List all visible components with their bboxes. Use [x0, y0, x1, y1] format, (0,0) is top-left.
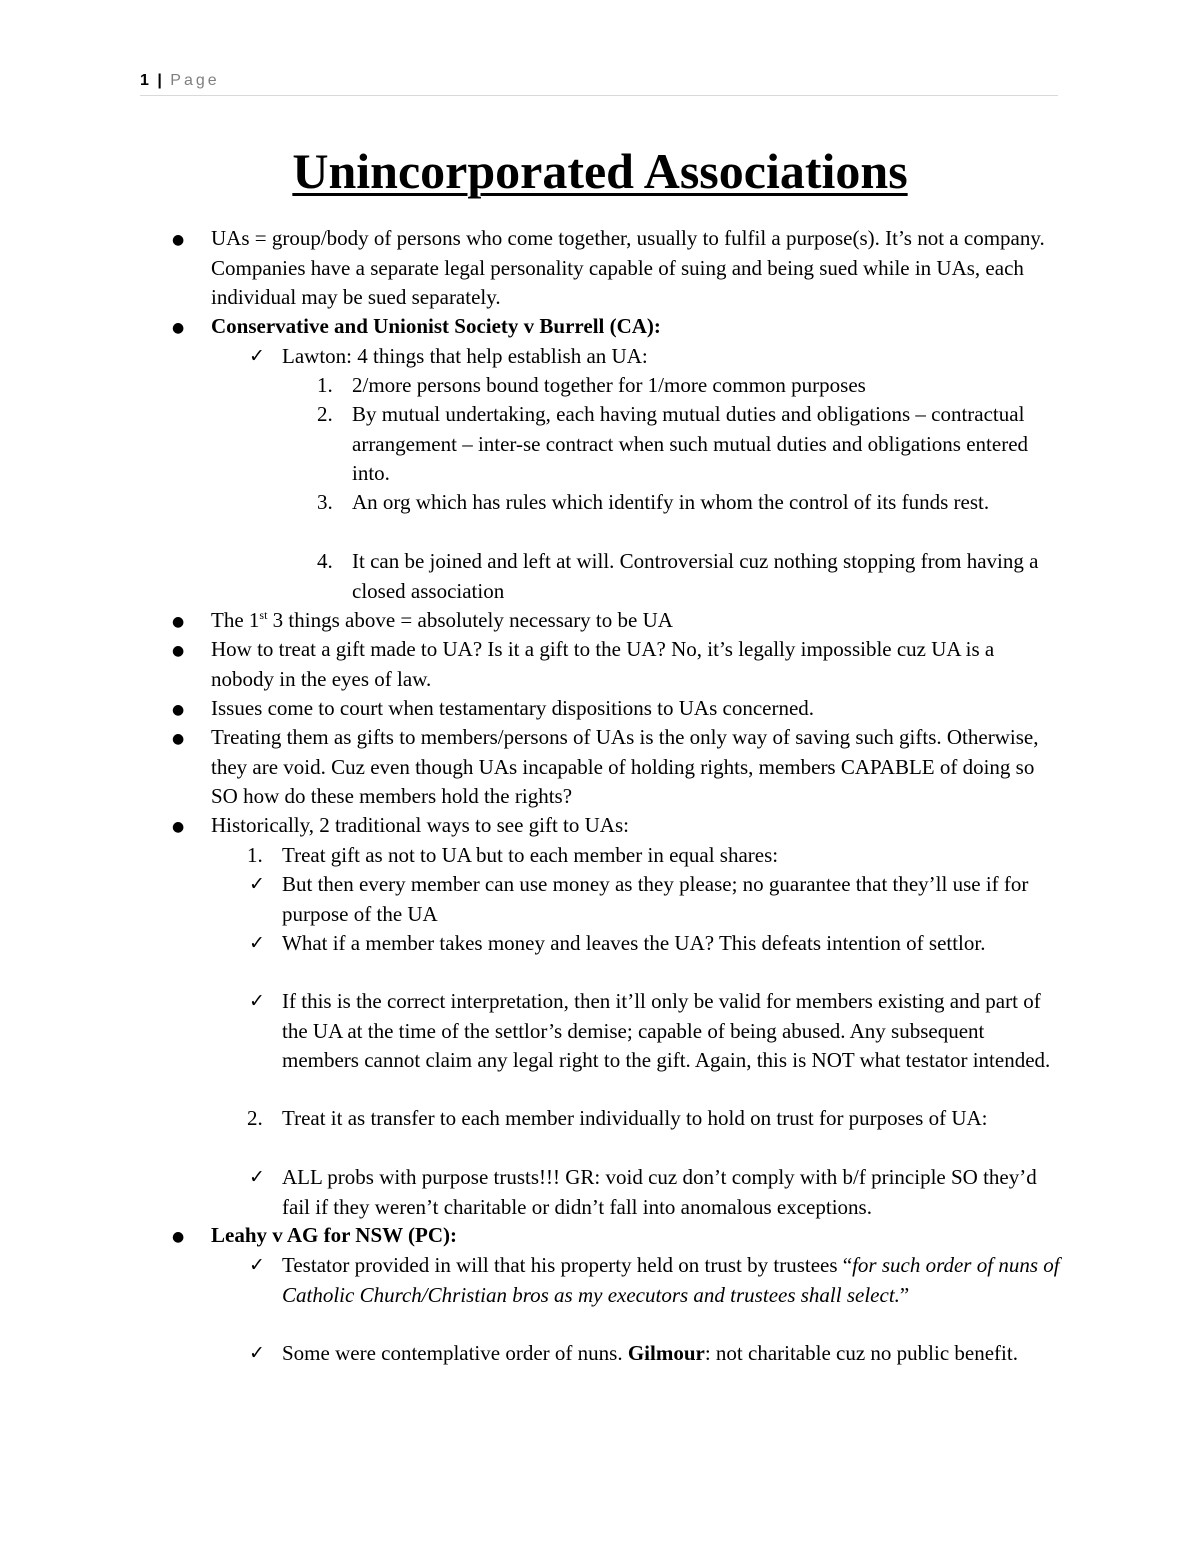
numbered-text: It can be joined and left at will. Controversial cuz nothing stopping from having a closed association: [352, 549, 1039, 603]
bullet-icon: ●: [172, 232, 185, 248]
checkmark-icon: ✓: [249, 1166, 265, 1188]
case-heading-text: Leahy v AG for NSW (PC):: [211, 1223, 457, 1247]
document-title: Unincorporated Associations: [292, 143, 908, 199]
quoted-will-text: for such order of nuns of Catholic Church/Christian bros as my executors and trustees shall select.: [282, 1253, 1060, 1307]
check-text: If this is the correct interpretation, then it’ll only be valid for members existing and part of the UA at the time of the settlor’s demise; capable of being abused. Any subsequent members cannot claim any legal right to the gift. Again, this is NOT what testator intended.: [282, 989, 1051, 1072]
bullet-text: Issues come to court when testamentary dispositions to UAs concerned.: [211, 696, 815, 720]
numbered-text: 2/more persons bound together for 1/more common purposes: [352, 373, 866, 397]
page-number-separator: |: [157, 72, 162, 89]
numbered-text: Treat it as transfer to each member individually to hold on trust for purposes of UA:: [282, 1106, 988, 1130]
case-name: Gilmour: [627, 1341, 705, 1365]
checkmark-icon: ✓: [249, 1342, 265, 1364]
page-header: [140, 72, 1058, 96]
bullet-text: UAs = group/body of persons who come together, usually to fulfil a purpose(s). It’s not a company. Companies have a separate legal personality capable of suing and being sued while in UAs, each individual may be sued separately.: [211, 226, 1045, 309]
bullet-text: How to treat a gift made to UA? Is it a gift to the UA? No, it’s legally impossible cuz UA is a nobody in the eyes of law.: [211, 637, 995, 691]
page-label: Page: [170, 72, 220, 89]
list-number: 1.: [317, 373, 333, 397]
bullet-icon: ●: [172, 819, 185, 835]
list-number: 4.: [317, 549, 333, 573]
bullet-icon: ●: [172, 614, 185, 630]
numbered-text: By mutual undertaking, each having mutual duties and obligations – contractual arrangement – inter-se contract when such mutual duties and obligations entered into.: [352, 402, 1029, 485]
list-number: 2.: [247, 1106, 263, 1130]
bullet-icon: ●: [172, 731, 185, 747]
check-text: ALL probs with purpose trusts!!! GR: void cuz don’t comply with b/f principle SO they’d fail if they weren’t charitable or didn’t fall into anomalous exceptions.: [282, 1165, 1037, 1219]
bullet-icon: ●: [172, 643, 185, 659]
list-number: 1.: [247, 843, 263, 867]
bullet-text: Treating them as gifts to members/persons of UAs is the only way of saving such gifts. Otherwise, they are void. Cuz even though UAs incapable of holding rights, members CAPABLE of doing so SO how do these members hold the rights?: [211, 725, 1039, 808]
check-text: Testator provided in will that his property held on trust by trustees “for such order of nuns of Catholic Church/Christian bros as my executors and trustees shall select.”: [282, 1253, 1060, 1307]
check-text: But then every member can use money as they please; no guarantee that they’ll use if for purpose of the UA: [282, 872, 1029, 926]
bullet-text: Historically, 2 traditional ways to see gift to UAs:: [211, 813, 629, 837]
numbered-text: An org which has rules which identify in whom the control of its funds rest.: [352, 490, 990, 514]
checkmark-icon: ✓: [249, 1254, 265, 1276]
check-text: What if a member takes money and leaves the UA? This defeats intention of settlor.: [282, 931, 986, 955]
numbered-text: Treat gift as not to UA but to each member in equal shares:: [282, 843, 779, 867]
bullet-text: The 1st 3 things above = absolutely necessary to be UA: [211, 608, 673, 632]
check-text: Lawton: 4 things that help establish an UA:: [282, 344, 648, 368]
check-text: Some were contemplative order of nuns. Gilmour: not charitable cuz no public benefit.: [282, 1341, 1018, 1365]
list-number: 2.: [317, 402, 333, 426]
list-number: 3.: [317, 490, 333, 514]
checkmark-icon: ✓: [249, 873, 265, 895]
checkmark-icon: ✓: [249, 345, 265, 367]
bullet-icon: ●: [172, 702, 185, 718]
checkmark-icon: ✓: [249, 990, 265, 1012]
checkmark-icon: ✓: [249, 932, 265, 954]
page-number: 1: [140, 72, 149, 89]
bullet-icon: ●: [172, 1229, 185, 1245]
bullet-icon: ●: [172, 320, 185, 336]
case-heading-text: Conservative and Unionist Society v Burrell (CA):: [211, 314, 661, 338]
